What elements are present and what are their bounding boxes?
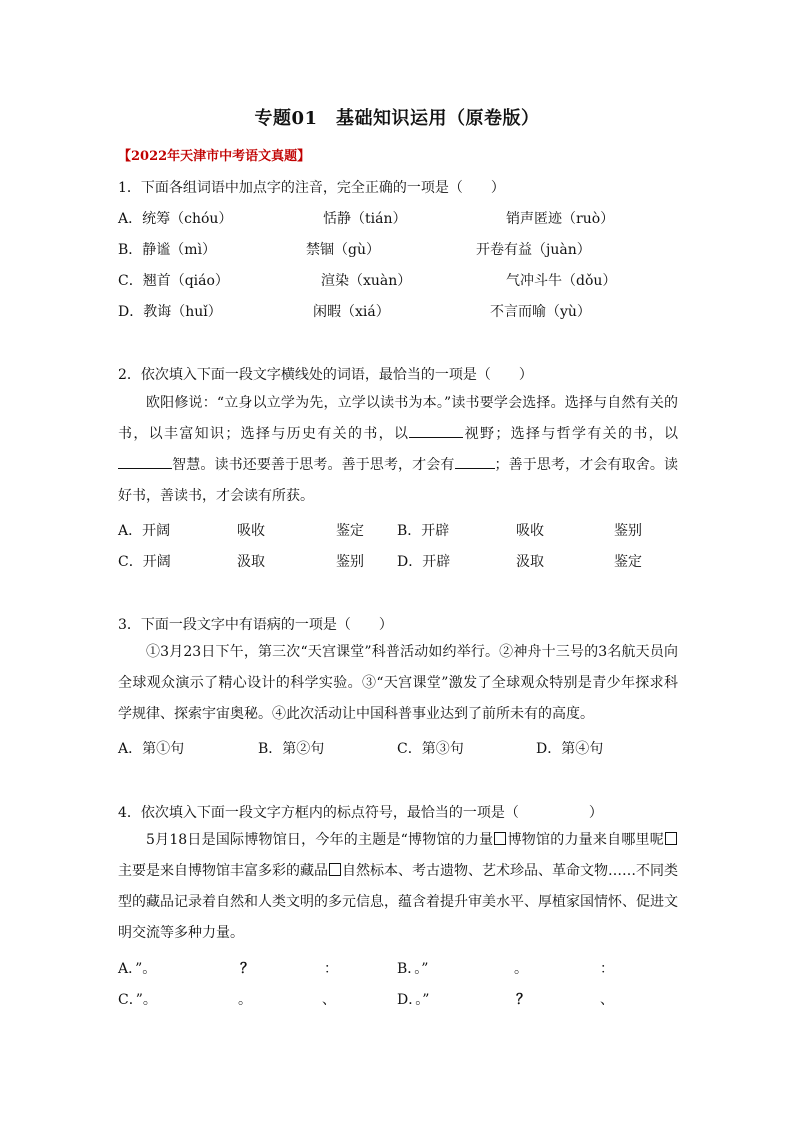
q4-option-c-3: 、 [322,992,336,1008]
q3-option-c: C．第③句 [397,741,464,757]
q1-option-b-3: 开卷有益（juàn） [476,242,591,258]
q1-option-c-2: 渲染（xuàn） [321,273,412,289]
q4-passage-part-4: 自然标本、考古遗物、艺术珍品、革命文物……不同类型的藏品记录着自然和人类文明的多元信息，蕴含着提升审美水平、厚植家国情怀、促进文明交流等多种力量。 [118,863,678,941]
q2-option-c-2: 汲取 [237,554,265,570]
q4-option-d-1: D．。” [397,992,430,1008]
q2-option-c-1: C．开阔 [118,554,171,570]
q4-box-3 [329,863,341,876]
q4-option-b-1: B．。” [397,961,429,977]
q2-option-a-1: A．开阔 [118,523,171,539]
q4-passage-part-3: 主要是来自博物馆丰富多彩的藏品 [118,863,328,879]
q2-passage-part-3: 智慧。读书还要善于思考。善于思考，才会有 [172,457,455,473]
q2-passage [118,388,678,512]
q1-option-d-3: 不言而喻（yù） [490,304,591,320]
q4-option-a-3: ： [324,961,338,977]
q1-option-d-2: 闲暇（xiá） [313,304,390,320]
q1-option-d-1: D．教诲（huǐ） [118,304,222,320]
q4-option-b-3: ： [600,961,614,977]
q4-passage-part-2: 博物馆的力量来自哪里呢 [507,832,664,848]
q2-option-d-1: D．开辟 [397,554,451,570]
q4-option-d-2: ？ [516,992,530,1008]
q2-passage-part-2: 视野；选择与哲学有关的书，以 [463,426,679,442]
q3-option-a: A．第①句 [118,741,185,757]
q2-option-d-2: 汲取 [516,554,544,570]
q3-passage-text: ①3月23日下午，第三次“天宫课堂”科普活动如约举行。②神舟十三号的3名航天员向全球观众演示了精心设计的科学实验。③“天宫课堂”激发了全球观众特别是青少年探求科学规律、探索宇宙奥秘。④此次活动让中国科普事业达到了前所未有的高度。 [118,644,678,722]
q2-option-b-2: 吸收 [516,523,544,539]
q4-passage [118,825,678,949]
q1-stem: 1．下面各组词语中加点字的注音，完全正确的一项是（ ） [118,180,505,196]
page-title: 专题01 基础知识运用（原卷版） [254,108,540,129]
q4-option-c-1: C．”。 [118,992,157,1008]
q3-stem: 3．下面一段文字中有语病的一项是（ ） [118,617,393,633]
q2-option-b-3: 鉴别 [614,523,642,539]
q3-option-b: B．第②句 [258,741,325,757]
q4-stem: 4．依次填入下面一段文字方框内的标点符号，最恰当的一项是（ ） [118,805,603,821]
q2-option-c-3: 鉴别 [336,554,364,570]
q4-box-1 [494,832,506,845]
q2-blank-2 [118,454,172,469]
q4-box-2 [665,832,677,845]
q1-option-c-3: 气冲斗牛（dǒu） [506,273,617,289]
q2-passage-part-1: 欧阳修说：“立身以立学为先，立学以读书为本。”读书要学会选择。选择与自然有关的书，以丰富知识；选择与历史有关的书，以 [118,395,678,442]
q1-option-b-1: B．静谧（mì） [118,242,217,258]
source-heading: 【2022年天津市中考语文真题】 [118,149,311,164]
q3-option-d: D．第④句 [536,741,604,757]
q2-passage-part-4: ；善于思考，才会有取舍。读好书，善读书，才会读有所获。 [118,457,679,504]
q2-blank-1 [409,423,463,438]
q2-option-d-3: 鉴定 [614,554,642,570]
q3-passage [118,637,678,730]
q2-option-a-2: 吸收 [237,523,265,539]
q4-option-c-2: 。 [238,992,252,1008]
q2-stem: 2．依次填入下面一段文字横线处的词语，最恰当的一项是（ ） [118,367,533,383]
q4-option-a-2: ？ [240,961,254,977]
q2-blank-3 [455,454,495,469]
q1-option-a-2: 恬静（tián） [323,211,407,227]
q2-option-b-1: B．开辟 [397,523,450,539]
q4-option-b-2: 。 [514,961,528,977]
q4-option-a-1: A．”。 [118,961,157,977]
q4-passage-part-1: 5月18日是国际博物馆日，今年的主题是“博物馆的力量 [146,832,494,848]
q1-option-c-1: C．翘首（qiáo） [118,273,229,289]
q1-option-a-1: A．统筹（chóu） [118,211,233,227]
q2-option-a-3: 鉴定 [336,523,364,539]
q4-option-d-3: 、 [600,992,614,1008]
q1-option-a-3: 销声匿迹（ruò） [506,211,615,227]
q1-option-b-2: 禁锢（gù） [306,242,380,258]
